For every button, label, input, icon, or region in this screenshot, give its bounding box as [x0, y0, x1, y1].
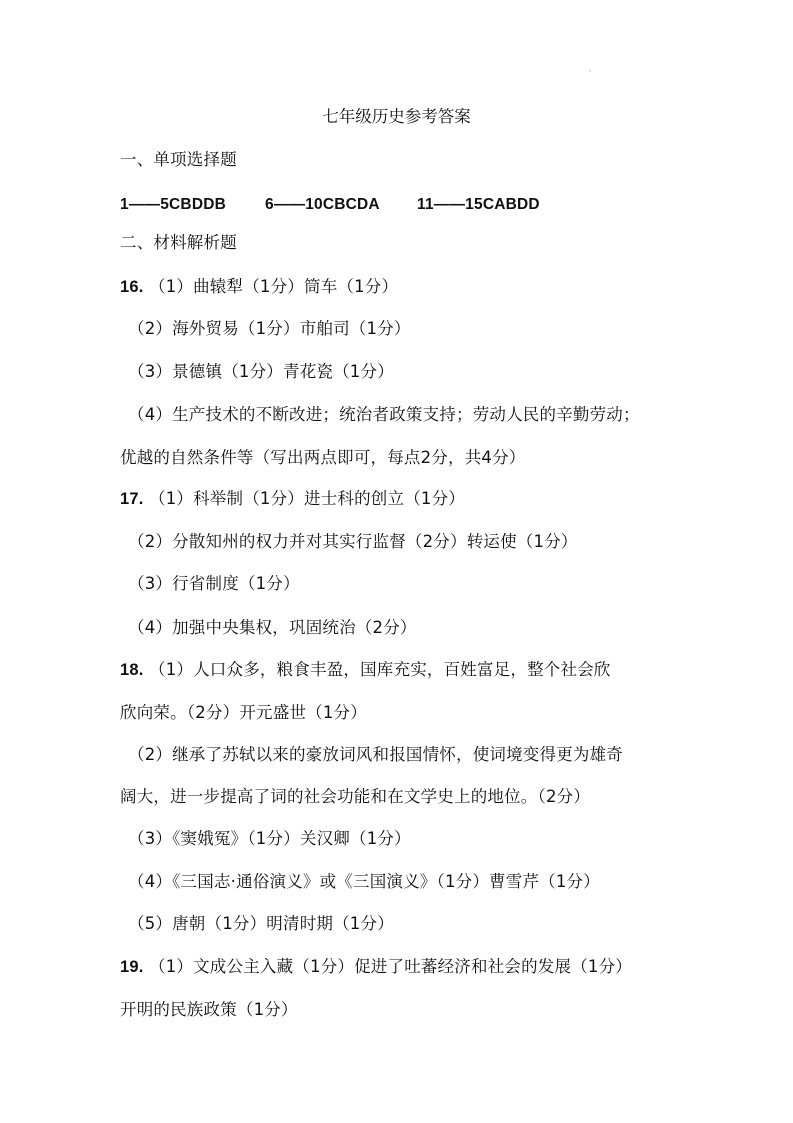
question-16-part-3: （3）景德镇（1分）青花瓷（1分）	[128, 362, 394, 381]
section-heading-material-analysis: 二、材料解析题	[120, 233, 237, 252]
question-number: 19.	[120, 958, 144, 976]
question-18-part-3: （3）《窦娥冤》（1分）关汉卿（1分）	[128, 829, 411, 848]
answer-group-11-15: 11——15CABDD	[417, 196, 540, 213]
question-17-part-1: （1）科举制（1分）进士科的创立（1分）	[149, 489, 465, 508]
question-16-part-1: （1）曲辕犁（1分）筒车（1分）	[149, 277, 399, 296]
question-19-part-1: （1）文成公主入藏（1分）促进了吐蕃经济和社会的发展（1分）	[149, 957, 632, 976]
answer-key-row	[120, 193, 540, 216]
question-18-part-5: （5）唐朝（1分）明清时期（1分）	[128, 914, 394, 933]
question-17-part-4: （4）加强中央集权，巩固统治（2分）	[128, 618, 417, 637]
question-number: 16.	[120, 278, 144, 296]
question-19-line-1	[120, 956, 632, 978]
question-16-part-4: （4）生产技术的不断改进；统治者政策支持；劳动人民的辛勤劳动；	[128, 405, 640, 424]
question-18-part-2: （2）继承了苏轼以来的豪放词风和报国情怀，使词境变得更为雄奇	[128, 745, 623, 764]
question-18-part-1: （1）人口众多，粮食丰盈，国库充实，百姓富足，整个社会欣	[149, 660, 611, 679]
question-18-part-2-continued: 阔大，进一步提高了词的社会功能和在文学史上的地位。（2分）	[120, 787, 591, 806]
question-18-line-1	[120, 659, 611, 681]
question-17-part-3: （3）行省制度（1分）	[128, 574, 300, 593]
question-number: 18.	[120, 661, 144, 679]
question-16-part-4-continued: 优越的自然条件等（写出两点即可，每点2分，共4分）	[120, 448, 526, 467]
answer-group-6-10: 6——10CBCDA	[265, 196, 380, 213]
question-18-part-1-continued: 欣向荣。（2分）开元盛世（1分）	[120, 703, 367, 722]
question-17-line-1	[120, 488, 465, 510]
question-16-line-1	[120, 276, 398, 298]
question-16-part-2: （2）海外贸易（1分）市舶司（1分）	[128, 319, 411, 338]
answer-group-1-5: 1——5CBDDB	[120, 196, 227, 213]
question-number: 17.	[120, 490, 144, 508]
section-heading-multiple-choice: 一、单项选择题	[120, 150, 237, 169]
question-18-part-4: （4）《三国志·通俗演义》或《三国演义》（1分）曹雪芹（1分）	[128, 872, 600, 891]
scan-speck	[589, 70, 591, 72]
question-17-part-2: （2）分散知州的权力并对其实行监督（2分）转运使（1分）	[128, 532, 578, 551]
page-title: 七年级历史参考答案	[322, 107, 471, 126]
question-19-part-1-continued: 开明的民族政策（1分）	[120, 1000, 298, 1019]
